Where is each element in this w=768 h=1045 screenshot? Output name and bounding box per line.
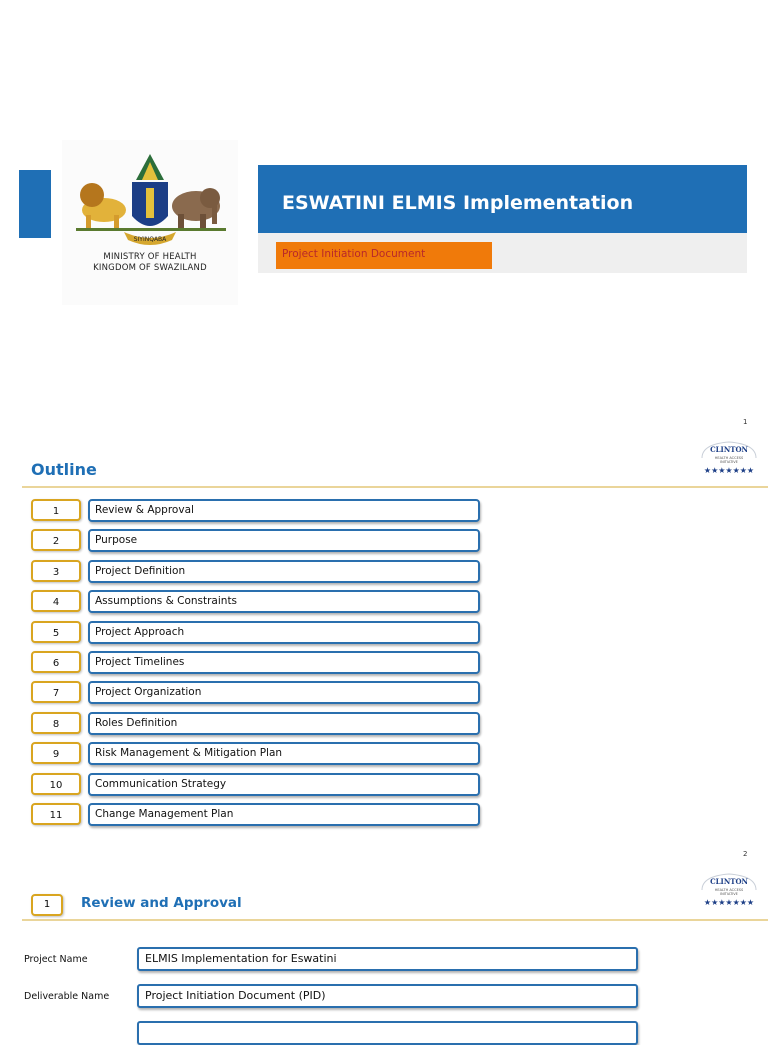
chai-logo-icon — [696, 438, 762, 478]
svg-text:HEALTH ACCESS: HEALTH ACCESS — [714, 456, 744, 460]
outline-item-label: Purpose — [88, 529, 480, 552]
section-title: Review and Approval — [81, 895, 242, 911]
outline-item-number: 1 — [31, 499, 81, 521]
next-field-box — [137, 1021, 638, 1045]
svg-text:INITIATIVE: INITIATIVE — [720, 460, 738, 464]
outline-item-label: Assumptions & Constraints — [88, 590, 480, 613]
project-name-label: Project Name — [24, 954, 88, 965]
svg-text:INITIATIVE: INITIATIVE — [720, 892, 738, 896]
ministry-logo-caption — [62, 252, 238, 274]
page-number-2: 2 — [743, 850, 748, 858]
project-name-field: ELMIS Implementation for Eswatini — [137, 947, 638, 971]
chai-logo-icon — [696, 870, 762, 910]
outline-item-number: 10 — [31, 773, 81, 795]
svg-text:HEALTH ACCESS: HEALTH ACCESS — [714, 888, 744, 892]
chai-logo — [696, 438, 762, 478]
outline-item-number: 3 — [31, 560, 81, 582]
outline-item-label: Risk Management & Mitigation Plan — [88, 742, 480, 765]
svg-text:CLINTON: CLINTON — [710, 877, 748, 886]
outline-item-number: 9 — [31, 742, 81, 764]
outline-item-number: 2 — [31, 529, 81, 551]
coat-of-arms-icon — [62, 140, 238, 252]
outline-item-label: Project Approach — [88, 621, 480, 644]
outline-item-number: 4 — [31, 590, 81, 612]
outline-item-label: Communication Strategy — [88, 773, 480, 796]
chai-logo-2 — [696, 870, 762, 910]
outline-item-label: Project Definition — [88, 560, 480, 583]
outline-title: Outline — [31, 460, 97, 479]
section-divider — [22, 919, 768, 921]
section-number-badge: 1 — [31, 894, 63, 916]
logo-line-2: KINGDOM OF SWAZILAND — [93, 263, 207, 273]
outline-item-label: Project Organization — [88, 681, 480, 704]
svg-text:★★★★★★★: ★★★★★★★ — [703, 898, 755, 907]
document-subtitle: Project Initiation Document — [282, 248, 426, 260]
svg-text:★★★★★★★: ★★★★★★★ — [703, 466, 755, 475]
outline-item-label: Review & Approval — [88, 499, 480, 522]
outline-item-number: 6 — [31, 651, 81, 673]
logo-motto: SIYINQABA — [133, 236, 167, 243]
page-number: 1 — [743, 418, 748, 426]
outline-item-number: 11 — [31, 803, 81, 825]
outline-divider — [22, 486, 768, 488]
deliverable-name-label: Deliverable Name — [24, 991, 110, 1002]
outline-item-label: Project Timelines — [88, 651, 480, 674]
document-title: ESWATINI ELMIS Implementation — [282, 192, 634, 214]
deliverable-name-field: Project Initiation Document (PID) — [137, 984, 638, 1008]
outline-item-label: Roles Definition — [88, 712, 480, 735]
svg-text:CLINTON: CLINTON — [710, 445, 748, 454]
title-accent-bar — [19, 170, 51, 238]
outline-item-number: 5 — [31, 621, 81, 643]
outline-item-label: Change Management Plan — [88, 803, 480, 826]
ministry-coat-of-arms-logo — [62, 140, 238, 305]
outline-item-number: 7 — [31, 681, 81, 703]
outline-item-number: 8 — [31, 712, 81, 734]
logo-line-1: MINISTRY OF HEALTH — [103, 252, 197, 262]
